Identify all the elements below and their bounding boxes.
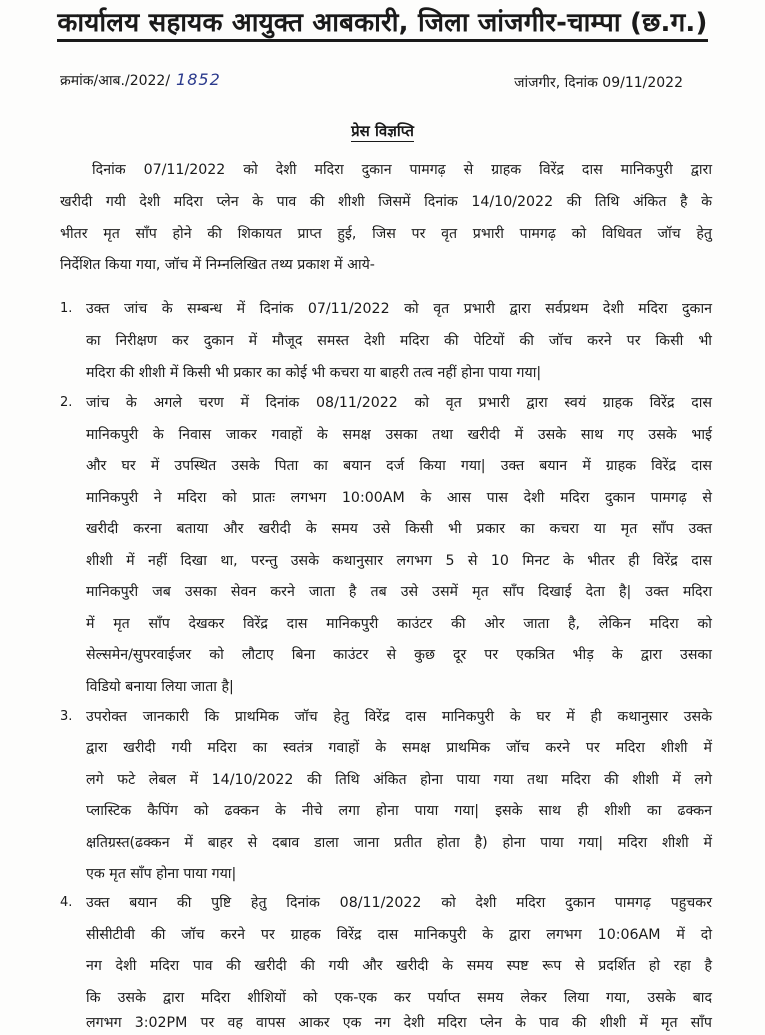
point-line: उक्त जांच के सम्बन्ध में दिनांक 07/11/2022 को वृत प्रभारी द्वारा सर्वप्रथम देशी मदिरा दुकान <box>86 301 712 317</box>
office-title <box>0 8 765 42</box>
point-line: और घर में उपस्थित उसके पिता का बयान दर्ज किया गया| उक्त बयान में ग्राहक विरेंद्र दास <box>86 458 712 474</box>
point-number: 1. <box>60 301 73 316</box>
point-line: लगभग 3:02PM पर वह वापस आकर एक नग देशी मदिरा प्लेन के पाव की शीशी में मृत साँप <box>86 1015 712 1031</box>
press-release-heading-text: प्रेस विज्ञप्ति <box>351 122 414 140</box>
reference-prefix: क्रमांक/आब./2022/ <box>60 73 171 89</box>
point-line: उक्त बयान की पुष्टि हेतु दिनांक 08/11/2022 को देशी मदिरा दुकान पामगढ़ पहुचकर <box>86 895 712 911</box>
point-line: नग देशी मदिरा पाव की खरीदी की गयी और खरीदी के समय स्पष्ट रूप से प्रदर्शित हो रहा है <box>86 958 712 974</box>
point-line: में मृत साँप देखकर विरेंद्र दास मानिकपुरी काउंटर की ओर जाता है, लेकिन मदिरा को <box>86 616 712 632</box>
point-line: उपरोक्त जानकारी कि प्राथमिक जॉच हेतु विरेंद्र दास मानिकपुरी के घर में ही कथानुसार उसके <box>86 709 712 725</box>
point-line: प्लास्टिक कैपिंग को ढक्कन के नीचे लगा होना पाया गया| इसके साथ ही शीशी का ढक्कन <box>86 803 712 819</box>
point-number: 3. <box>60 709 73 724</box>
point-line: शीशी में नहीं दिखा था, परन्तु उसके कथानुसार लगभग 5 से 10 मिनट के भीतर ही विरेंद्र दास <box>86 553 712 569</box>
point-line: द्वारा खरीदी गयी मदिरा का स्वतंत्र गवाहों के समक्ष प्राथमिक जॉच करने पर मदिरा शीशी में <box>86 740 712 756</box>
point-line: क्षतिग्रस्त(ढक्कन में बाहर से दबाव डाला जाना प्रतीत होता है) होना पाया गया| मदिरा शीशी में <box>86 835 712 851</box>
point-line: सेल्समेन/सुपरवाईजर को लौटाए बिना काउंटर से कुछ दूर पर एकत्रित भीड़ के द्वारा उसका <box>86 647 712 663</box>
office-title-text: कार्यालय सहायक आयुक्त आबकारी, जिला जांजगीर-चाम्पा (छ.ग.) <box>57 8 707 42</box>
point-line: एक मृत साँप होना पाया गया| <box>86 866 237 882</box>
intro-line: दिनांक 07/11/2022 को देशी मदिरा दुकान पामगढ़ से ग्राहक विरेंद्र दास मानिकपुरी द्वारा <box>92 162 712 178</box>
point-number: 4. <box>60 895 73 910</box>
reference-handwritten-number: 1852 <box>176 70 221 89</box>
place-date: जांजगीर, दिनांक 09/11/2022 <box>514 75 683 91</box>
point-line: मानिकपुरी ने मदिरा को प्रातः लगभग 10:00AM के आस पास देशी मदिरा दुकान पामगढ़ से <box>86 490 712 506</box>
point-line: विडियो बनाया लिया जाता है| <box>86 679 234 695</box>
point-line: खरीदी करना बताया और खरीदी के समय उसे किसी भी प्रकार का कचरा या मृत साँप उक्त <box>86 521 712 537</box>
point-line: कि उसके द्वारा मदिरा शीशियों को एक-एक कर पर्याप्त समय लेकर लिया गया, उसके बाद <box>86 990 712 1006</box>
point-number: 2. <box>60 395 73 410</box>
point-line: सीसीटीवी की जॉच करने पर ग्राहक विरेंद्र दास मानिकपुरी के द्वारा लगभग 10:06AM में दो <box>86 927 712 943</box>
intro-line: निर्देशित किया गया, जॉच में निम्नलिखित तथ्य प्रकाश में आये- <box>60 257 375 273</box>
point-line: मदिरा की शीशी में किसी भी प्रकार का कोई भी कचरा या बाहरी तत्व नहीं होना पाया गया| <box>86 365 542 381</box>
point-line: लगे फटे लेबल में 14/10/2022 की तिथि अंकित होना पाया गया तथा मदिरा की शीशी में लगे <box>86 772 712 788</box>
intro-line: खरीदी गयी देशी मदिरा प्लेन के पाव की शीशी जिसमें दिनांक 14/10/2022 की तिथि अंकित है के <box>60 194 712 210</box>
press-release-heading <box>0 121 765 141</box>
point-line: मानिकपुरी जब उसका सेवन करने जाता है तब उसे उसमें मृत साँप दिखाई देता है| उक्त मदिरा <box>86 584 712 600</box>
point-line: मानिकपुरी के निवास जाकर गवाहों के समक्ष उसका तथा खरीदी में उसके साथ गए उसके भाई <box>86 427 712 443</box>
point-line: का निरीक्षण कर दुकान में मौजूद समस्त देशी मदिरा की पेटियों की जॉच करने पर किसी भी <box>86 333 712 349</box>
point-line: जांच के अगले चरण में दिनांक 08/11/2022 को वृत प्रभारी द्वारा स्वयं ग्राहक विरेंद्र दास <box>86 395 712 411</box>
intro-line: भीतर मृत साँप होने की शिकायत प्राप्त हुई, जिस पर वृत प्रभारी पामगढ़ को विधिवत जॉच हेतु <box>60 226 712 242</box>
reference-number <box>60 70 221 90</box>
